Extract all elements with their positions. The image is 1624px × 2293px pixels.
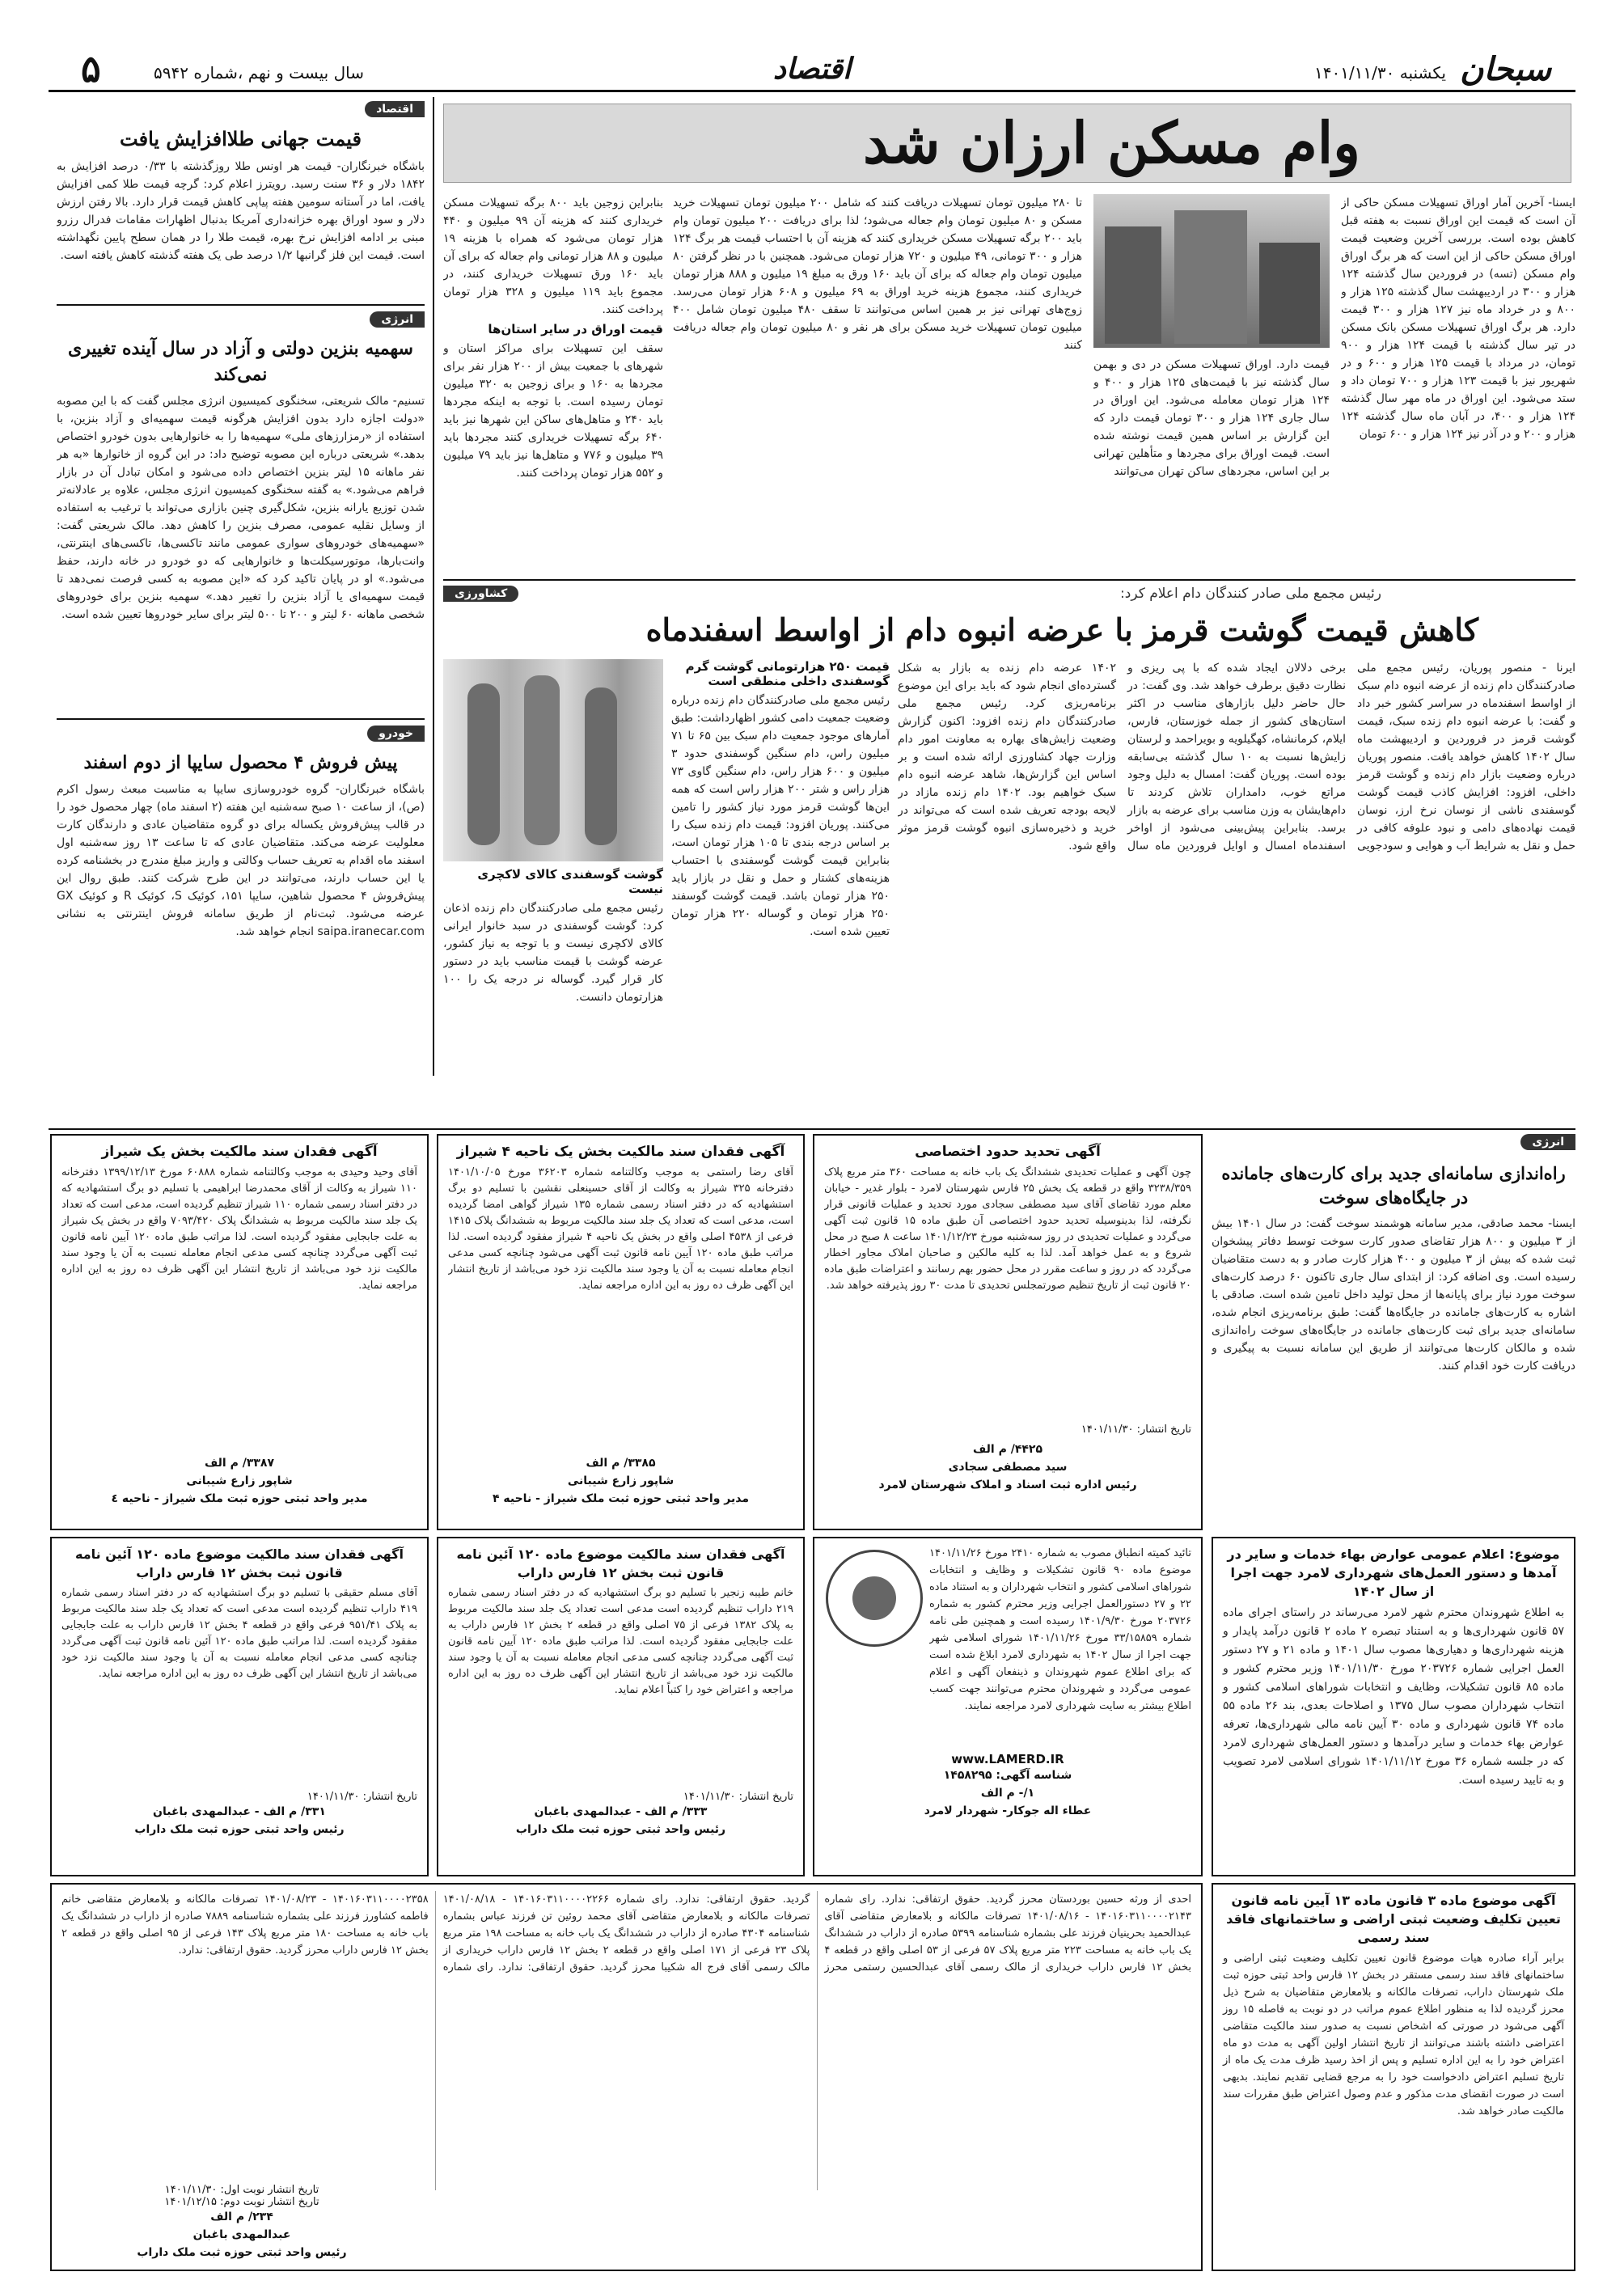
ad-footer — [68, 2184, 416, 2261]
meat-body: ایرنا - منصور پوریان، رئیس مجمع ملی صادرکنندگان دام زنده از عرضه انبوه دام سبک از اواسط اسفندماه در سراسر کشور خبر داد و گفت: با عرضه انبوه دام زنده سبک، قیمت گوشت قرمز در فروردین و اردیبهشت ماه سال ۱۴۰۲ کاهش خواهد یافت. منصور پوریان درباره وضعیت بازار دام زنده و گوشت قرمز داخلی، افزود: افزایش کاذب قیمت گوشت گوسفندی ناشی از نوسان نرخ ارز، نوسان قیمت نهاده‌های دامی و نبود علوفه کافی در حمل و نقل به شرایط آب و هوایی و سودجویی برخی دلالان ایجاد شده که با پی ریزی و نظارت دقیق برطرف خواهد شد. وی گفت: در حال حاضر دلیل بازارهای مناسب در اکثر استان‌های کشور از جمله خوزستان، فارس، ایلام، کرمانشاه، کهگیلویه و بویراحمد و لرستان زایش‌ها نسبت به ۱۰ سال گذشته بی‌سابقه بوده است. پوریان گفت: امسال به دلیل وجود مراتع خوب، دامداران تلاش کردند تا دام‌هایشان به وزن مناسب برای عرضه به بازار برسد. بنابراین پیش‌بینی می‌شود از اواخر اسفندماه امسال و اوایل فروردین ماه سال ۱۴۰۲ عرضه دام زنده به بازار به شکل گسترده‌ای انجام شود که باید برای این موضوع برنامه‌ریزی کرد. رئیس مجمع ملی صادرکنندگان دام زنده افزود: اکنون گزارش وضعیت زایش‌های بهاره به معاونت امور دام وزارت جهاد کشاورزی ارائه شده است و بر اساس این گزارش‌ها، شاهد عرضه انبوه دام سبک خواهیم بود. ۱۴۰۲ دام زنده مازاد در لایحه بودجه تعریف شده است که می‌تواند در خرید و ذخیره‌سازی انبوه گوشت قرمز موثر واقع شود. — [898, 662, 1575, 852]
ad-signer: سید مصطفی سجادی — [948, 1461, 1068, 1474]
ad-title: آگهی فقدان سند مالکیت موضوع ماده ۱۲۰ آئین نامه قانون ثبت بخش ۱۲ فارس داراب — [75, 1546, 404, 1580]
ad-darab-2 — [50, 1537, 429, 1876]
section-tag: انرژی — [1520, 1134, 1575, 1150]
section-tag: خودرو — [367, 726, 425, 742]
article-title: قیمت جهانی طلاافزایش یافت — [120, 127, 362, 150]
carcass-shape — [467, 683, 500, 845]
ad-title: آگهی فقدان سند مالکیت بخش یک شیراز — [101, 1144, 378, 1160]
ad-body: برابر آراء صادره هیات موضوع قانون تعیین تکلیف وضعیت ثبتی اراضی و ساختمانهای فاقد سند رسمی مستقر در بخش ۱۲ فارس واحد ثبتی حوزه ثبت ملک شهرستان داراب، تصرفات مالکانه و بلامعارض متقاضیان به شرح ذیل محرز گردیده لذا به منظور اطلاع عموم مراتب در دو نوبت به فاصله ۱۵ روز آگهی می‌شود در صورتی که اشخاص نسبت به صدور سند مالکیت متقاضی اعتراضی داشته باشند می‌توانند از تاریخ انتشار اولین آگهی به مدت دو ماه اعتراض خود را به این اداره تسلیم و پس از اخذ رسید ظرف مدت یک ماه از تاریخ تسلیم اعتراض دادخواست خود را به مرجع قضایی تقدیم نمایند. بدیهی است در صورت انقضای مدت مذکور و عدم وصول اعتراض طبق مقررات سند مالکیت صادر خواهد شد. — [1223, 1952, 1564, 2117]
carcass-shape — [524, 675, 560, 845]
ad-title: آگهی تحدید حدود اختصاصی — [915, 1144, 1101, 1160]
building-shape — [1259, 243, 1320, 344]
ad-code: ۴۴۲۵/ م الف — [972, 1443, 1043, 1456]
ad-body: آقای رضا راستمی به موجب وکالتنامه شماره ۳۶۲۰۳ مورخ ۱۴۰۱/۱۰/۰۵ دفترخانه ۳۲۵ شیراز به وکالت از آقای حسینعلی نقشین با تسلیم دو برگ استشهادیه که در دفتر اسناد رسمی شماره ۱۳۵ شیراز گواهی امضا گردیده است، مدعی است که تعداد یک جلد سند مالکیت مربوط به ششدانگ پلاک ۱۴۱۵ فرعی از ۴۵۳۸ اصلی واقع در بخش یک ناحیه ۴ شیراز مفقود گردیده است. لذا مراتب طبق ماده ۱۲۰ آیین نامه قانون ثبت آگهی می‌شود چنانچه کسی مدعی انجام معامله نسبت به آن یا وجود سند مالکیت نزد خود می‌باشد از تاریخ انتشار این آگهی ظرف ده روز به این اداره مراجعه نماید. — [448, 1166, 793, 1292]
ad-date: تاریخ انتشار: ۱۴۰۱/۱۱/۳۰ — [1081, 1424, 1191, 1436]
masthead — [49, 50, 1575, 92]
divider — [49, 1128, 1575, 1130]
ad-date: تاریخ انتشار نوبت دوم: ۱۴۰۱/۱۲/۱۵ — [164, 2196, 319, 2208]
lead-headline-box — [443, 104, 1571, 183]
ad-office: رئیس واحد ثبتی حوزه ثبت ملک داراب — [515, 1823, 726, 1836]
meat-head — [443, 586, 1575, 658]
ad-title: موضوع: اعلام عمومی عوارض بهاء خدمات و سایر در آمدها و دستور العمل‌های شهرداری لامرد جهت اجرا از سال ۱۴۰۲ — [1227, 1546, 1560, 1599]
ad-lamerd-tariffs — [1212, 1537, 1575, 1876]
ad-body: به اطلاع شهروندان محترم شهر لامرد می‌رساند در راستای اجرای ماده ۵۷ قانون شهرداری‌ها و به استناد تبصره ۲ ماده ۲ قانون درآمد پایدار و هزینه شهرداری‌ها و دهیاری‌ها مصوب سال ۱۴۰۱ و ماده ۲۱ و ۲۷ دستور العمل اجرایی شماره ۲۰۳۷۲۶ مورخ ۱۴۰۱/۱۱/۳۰ وزیر محترم کشور و ماده ۸۵ قانون تشکیلات، وظایف و انتخابات شوراهای اسلامی کشور و انتخاب شهرداران مصوب سال ۱۳۷۵ و اصلاحات بعدی، بند ۲۶ ماده ۵۵ ماده ۷۴ قانون شهرداری و ماده ۳۰ آیین نامه مالی شهرداری‌ها، تعرفه عوارض بهاء خدمات و سایر درآمدها و دستور العمل‌های شهرداری لامرد که در جلسه شماره ۳۶ مورخ ۱۴۰۱/۱۱/۱۲ شورای اسلامی لامرد تصویب و به تایید رسیده است. — [1223, 1606, 1565, 1787]
section-title: اقتصاد — [772, 52, 852, 86]
ad-signer: شاپور زارع شیبانی — [567, 1474, 675, 1487]
ad-date: تاریخ انتشار نوبت اول: ۱۴۰۱/۱۱/۳۰ — [164, 2184, 319, 2196]
meat-body-2: رئیس مجمع ملی صادرکنندگان دام زنده درباره وضعیت جمعیت دامی کشور اظهارداشت: طبق آمارهای موجود جمعیت دام سبک بین ۶۵ تا ۷۱ میلیون راس، دام سنگین گوسفندی حدود ۳ میلیون و ۶۰۰ هزار راس، دام سنگین گاوی ۷۳ هزار راس و شتر ۲۰۰ هزار راس است که همه این‌ها گوشت قرمز مورد نیاز کشور را تامین می‌کنند. پوریان افزود: قیمت دام زنده سبک را بر اساس درجه بندی تا ۱۰۵ هزار تومان است، بنابراین قیمت گوشت گوسفندی با احتساب هزینه‌های کشتار و حمل و نقل در بازار باید ۲۵۰ هزار تومان باشد. قیمت گوشت گوسفند ۲۵۰ هزار تومان و گوساله ۲۲۰ هزار تومان تعیین شده است. — [671, 694, 890, 938]
ad-title: آگهی موضوع ماده ۳ قانون ماده ۱۳ آیین نامه قانون تعیین تکلیف وضعیت ثبتی اراضی و ساختمانهای فاقد سند رسمی — [1226, 1893, 1561, 1945]
divider — [443, 579, 1575, 581]
article-title: سهمیه بنزین دولتی و آزاد در سال آینده تغییری نمی‌کند — [67, 338, 413, 385]
ad-signer: شاپور زارع شیبانی — [186, 1474, 293, 1487]
ad-office: رئیس اداره ثبت اسناد و املاک شهرستان لامرد — [878, 1479, 1137, 1491]
ad-signer: عطاء اله جوکار- شهردار لامرد — [924, 1804, 1092, 1817]
ad-code: ۳۳۸۵/ م الف — [586, 1457, 656, 1470]
ad-code: ۳۳۸۷/ م الف — [204, 1457, 275, 1470]
lead-subhead: قیمت اوراق در سایر استان‌ها — [488, 322, 663, 336]
ad-website: www.LAMERD.IR — [951, 1752, 1064, 1766]
ad-land-registry — [1212, 1883, 1575, 2271]
column-divider — [433, 97, 434, 1076]
article-title: پیش فروش ۴ محصول سایپا از دوم اسفند — [83, 752, 398, 773]
lead-title: وام مسکن ارزان شد — [863, 109, 1360, 176]
lead-col-3: تا ۲۸۰ میلیون تومان تسهیلات دریافت کنند که شامل ۲۰۰ میلیون تومان تسهیلات خرید مسکن و ۸۰ میلیون تومان وام جعاله می‌شود؛ لذا برای دریافت ۲۰۰ میلیون تومان وام باید ۲۰۰ برگه تسهیلات مسکن خریداری کنند که هزینه آن با احتساب قیمت هر برگ ۱۲۴ هزار و ۳۰۰ تومانی، ۴۹ میلیون و ۷۲۰ هزار تومان می‌شود. همچنین با در نظر گرفتن ۸۰ میلیون تومان وام جعاله که برای آن باید ۱۶۰ ورق به مبلغ ۱۹ میلیون و ۸۸۸ هزار تومان خریداری کنند، مجموع هزینه خرید اوراق به ۶۹ میلیون و ۶۰۸ هزار تومان می‌رسد. زوج‌های تهرانی نیز بر همین اساس می‌توانند تا سقف ۴۸۰ میلیون تومان شامل ۴۰۰ میلیون تومان تسهیلات خرید مسکن برای هر نفر و ۸۰ میلیون تومان وام جعاله دریافت کنند — [673, 197, 1082, 352]
article-title: راه‌اندازی سامانه‌ای جدید برای کارت‌های جامانده در جایگاه‌های سوخت — [1221, 1163, 1566, 1208]
ad-office: مدیر واحد ثبتی حوزه ثبت ملک شیراز - ناحیه ۴ — [492, 1492, 750, 1505]
article-body: باشگاه خبرنگاران- قیمت هر اونس طلا روزگذشته با ۰/۳۳ درصد افزایش به ۱۸۴۲ دلار و ۳۶ سنت رسید. رویترز اعلام کرد: گرچه قیمت طلا کمی افزایش یافت، اما در آستانه سومین هفته پیاپی کاهش قیمت قرار دارد. بالا رفتن ارزش دلار و سود اوراق بهره خزانه‌داری آمریکا بدنبال اظهارات مقامات فدرال رزرو مبنی بر ادامه افزایش نرخ بهره، قیمت طلا را در همان سطح پایین نگهداشته است. قیمت این فلز گرانبها ۱/۲ درصد طی یک هفته گذشته کاهش یافته است. — [57, 160, 425, 262]
article-body: تسنیم- مالک شریعتی، سخنگوی کمیسیون انرژی مجلس گفت که با این مصوبه «دولت اجازه دارد بدون افزایش هرگونه قیمت سهمیه‌ای و آزاد بنزین، با استفاده از «رمزارزهای ملی» سهمیه‌ها را به خانوارهایی بدون خودرو اختصاص بدهد.» شریعتی درباره این مصوبه توضیح داد: در این گروه از خانوارها «به هر نفر ماهانه ۱۵ لیتر بنزین اختصاص داده می‌شود و امکان تبادل آن در بازار فراهم می‌شود.» به گفته سخنگوی کمیسیون انرژی مجلس، علاوه بر عادلانه‌تر شدن توزیع یارانه بنزین، شکل‌گیری چنین بازاری می‌تواند با ترغیب به استفاده از وسایل نقلیه عمومی، مصرف بنزین را کاهش دهد. مالک شریعتی گفت: «سهمیه‌های خودروهای سواری عمومی مانند تاکسی‌ها، تاکسی‌های اینترنتی، وانت‌بارها، موتورسیکلت‌ها و خانوارهایی که دو خودرو در خانه دارند، حفظ می‌شود.» او در پایان تاکید کرد که «این مصوبه به کسی فرصت نمی‌دهد تا قیمت سهمیه‌ای یا آزاد بنزین را تغییر دهد.» سهمیه بنزین برای خودروهای شخصی ماهانه ۶۰ لیتر و ۲۰۰ تا ۵۰۰ لیتر برای سایر خودروها تعیین شده است. — [57, 395, 425, 621]
article-kicker: رئیس مجمع ملی صادر کنندگان دام اعلام کرد: — [1120, 586, 1381, 602]
ad-date: تاریخ انتشار: ۱۴۰۱/۱۱/۳۰ — [683, 1791, 793, 1803]
ad-code: ۳۳۳/ م الف - عبدالمهدی باغبان — [534, 1805, 708, 1818]
ad-body: آقای مسلم حقیقی با تسلیم دو برگ استشهادیه که در دفتر اسناد رسمی شماره ۴۱۹ داراب تنظیم گردیده است مدعی است که تعداد یک جلد سند مالکیت مربوط به پلاک ۹۵۱/۴۱ فرعی واقع در قطعه ۴ بخش ۱۲ فارس داراب به علت جابجایی مفقود گردیده است. لذا مراتب طبق ماده ۱۲۰ آئین نامه قانون ثبت آگهی می‌گردد چنانچه کسی مدعی انجام معامله نسبت به آن یا وجود سند مالکیت نزد خود می‌باشد از تاریخ انتشار این آگهی ظرف ده روز به این اداره مراجعه نماید. — [61, 1587, 417, 1680]
meat-title: کاهش قیمت گوشت قرمز با عرضه انبوه دام از اواسط اسفندماه — [645, 611, 1478, 648]
issue-date: یکشنبه ۱۴۰۱/۱۱/۳۰ — [1313, 63, 1446, 82]
ad-body: آقای وحید وحیدی به موجب وکالتنامه شماره ۶۰۸۸۸ مورخ ۱۳۹۹/۱۲/۱۳ دفترخانه ۱۱۰ شیراز به وکالت از آقای محمدرضا ابراهیمی با تسلیم دو برگ استشهادیه که در دفتر اسناد رسمی شماره ۱۱۰ شیراز تنظیم گردیده است، مدعی است که تعداد یک جلد سند مالکیت مربوط به ششدانگ پلاک ۷۰۹۳/۴۲۰ واقع در بخش یک شیراز به علت جابجایی مفقود گردیده است. لذا مراتب طبق ماده ۱۲۰ آیین نامه قانون ثبت آگهی می‌گردد چنانچه کسی مدعی انجام معامله نسبت به آن یا وجود سند مالکیت نزد خود می‌باشد از تاریخ انتشار این آگهی ظرف ده روز به این اداره مراجعه نماید. — [61, 1166, 417, 1292]
building-shape — [1105, 226, 1161, 344]
fuel-article — [57, 311, 425, 708]
ad-shiraz-1 — [50, 1134, 429, 1530]
ad-lamerd-notice — [813, 1537, 1203, 1876]
ad-boundary — [813, 1134, 1203, 1530]
lead-col-4-text-b: سقف این تسهیلات برای مراکز استان و شهرهای با جمعیت بیش از ۲۰۰ هزار نفر برای مجردها به ۱۶۰ و برای زوجین به ۳۲۰ میلیون تومان رسیده است. با توجه به اینکه مجردها باید ۲۴۰ و متاهل‌های ساکن این شهرها نیز باید ۶۴۰ برگه تسهیلات خریداری کنند مجردها باید ۳۹ میلیون و ۷۷۶ و متاهل‌ها نیز باید ۷۹ میلیون و ۵۵۲ هزار تومان پرداخت کنند. — [443, 342, 663, 480]
meat-subhead: قیمت ۲۵۰ هزارتومانی گوشت گرم گوسفندی داخلی منطقی است — [685, 659, 890, 688]
ad-code: ۱/- م الف — [980, 1787, 1035, 1800]
gold-article — [57, 101, 425, 295]
section-tag: کشاورزی — [443, 586, 518, 602]
ad-notice-number: شناسه آگهی: ۱۴۵۸۲۹۵ — [943, 1769, 1072, 1782]
ad-code: ۳۳۱/ م الف - عبدالمهدی باغبان — [153, 1805, 326, 1818]
article-body: ایسنا- محمد صادقی، مدیر سامانه هوشمند سوخت گفت: در سال ۱۴۰۱ بیش از ۳ میلیون و ۸۰۰ هزار تقاضای صدور کارت سوخت توسط دفاتر پیشخوان ثبت شده که بیش از ۳ میلیون و ۴۰۰ هزار کارت صادر و به دست متقاضیان رسیده است. وی اضافه کرد: از ابتدای سال جاری تاکنون ۶۰ درصد کارت‌های سوخت مورد نیاز برای پایانه‌ها از محل تولید داخل تامین شده است. صادقی با اشاره به کارت‌های جامانده در جایگاه‌ها گفت: طبق برنامه‌ریزی انجام شده، سامانه‌ای جدید برای ثبت کارت‌های جامانده در جایگاه‌های سوخت راه‌اندازی شده و مالکان کارت‌ها می‌توانند از طریق این سامانه نسبت به پیگیری و دریافت کارت خود اقدام کنند. — [1212, 1217, 1575, 1373]
page-number: ۵ — [81, 50, 101, 91]
section-tag: انرژی — [370, 311, 425, 328]
saipa-article — [57, 726, 425, 1073]
cards-article — [1212, 1134, 1575, 1530]
ad-office: رئیس واحد ثبتی حوزه ثبت ملک داراب — [134, 1823, 345, 1836]
ad-body: احدی از ورثه حسین بوردستان محرز گردید. حقوق ارتفاقی: ندارد. رای شماره ۱۴۰۱۶۰۳۱۱۰۰۰۰۲۱۴۳ - ۱۴۰۱/۰۸/۱۶ تصرفات مالکانه و بلامعارض متقاضی آقای عبدالحمید بحرینیان فرزند علی بشماره شناسنامه ۵۳۹۹ صادره از داراب در ششدانگ یک باب خانه به مساحت ۲۲۳ متر مربع پلاک ۵۷ فرعی از ۵۳ اصلی واقع در قطعه ۴ بخش ۱۲ فارس داراب خریداری از مالک رسمی آقای عبدالحسین رستمی محرز گردید. حقوق ارتفاقی: ندارد. رای شماره ۱۴۰۱۶۰۳۱۱۰۰۰۰۲۲۶۶ - ۱۴۰۱/۰۸/۱۸ تصرفات مالکانه و بلامعارض متقاضی آقای محمد روئین تن فرزند عباس بشماره شناسنامه ۴۳۰۴ صادره از داراب در ششدانگ یک باب خانه به مساحت ۱۹۸ متر مربع پلاک ۲۳ فرعی از ۱۷۱ اصلی واقع در قطعه ۲ بخش ۱۲ فارس داراب خریداری از مالک رسمی آقای فرج اله شکیبا محرز گردید. حقوق ارتفاقی: ندارد. رای شماره ۱۴۰۱۶۰۳۱۱۰۰۰۰۲۳۵۸ - ۱۴۰۱/۰۸/۲۳ تصرفات مالکانه و بلامعارض متقاضی خانم فاطمه کشاورز فرزند علی بشماره شناسنامه ۷۸۸۹ صادره از داراب در ششدانگ یک باب خانه به مساحت ۱۸۰ متر مربع پلاک ۱۴۳ فرعی از ۹۵ اصلی واقع در قطعه ۲ بخش ۱۲ فارس داراب محرز گردید. حقوق ارتفاقی: ندارد. — [61, 1893, 1192, 1974]
ad-date: تاریخ انتشار: ۱۴۰۱/۱۱/۳۰ — [307, 1791, 417, 1803]
ad-office: رئیس واحد ثبتی حوزه ثبت ملک داراب — [137, 2246, 347, 2259]
divider — [57, 304, 425, 306]
article-body: باشگاه خبرنگاران- گروه خودروسازی سایپا به مناسبت مبعث رسول اکرم (ص)، از ساعت ۱۰ صبح سه‌شنبه این هفته (۲ اسفند ماه) چهار محصول خود را در قالب پیش‌فروش یکساله برای دو گروه متقاضیان عادی و دارندگان کارت معلولیت عرضه می‌کند. متقاضیان عادی که تا ساعت ۱۳ روز سه‌شنبه اول اسفند ماه اقدام به تعریف حساب وکالتی و واریز مبلغ مندرج در بخشنامه کرده یا این حساب دارند، می‌توانند در این طرح شرکت کنند. طبق روال این پیش‌فروش ۴ محصول شاهین، سایپا ۱۵۱، کوئیک S، کوئیک R و کوئیک GX عرضه می‌شود. ثبت‌نام از طریق سامانه فروش اینترنتی به نشانی saipa.iranecar.com انجام خواهد شد. — [57, 783, 425, 938]
lead-photo — [1093, 194, 1330, 348]
divider — [57, 718, 425, 720]
lead-col-1: ایسنا- آخرین آمار اوراق تسهیلات مسکن حاکی از آن است که قیمت این اوراق نسبت به هفته قبل کاهش بوده است. بررسی آخرین وضعیت قیمت اوراق مسکن حاکی از این است که هر برگ اوراق وام مسکن (تسه) در فروردین سال گذشته ۱۲۴ هزار و ۳۰۰ در اردیبهشت سال گذشته ۱۲۵ هزار و ۸۰۰ و در خرداد ماه نیز ۱۲۷ هزار و ۳۰۰ قیمت دارد. هر برگ اوراق تسهیلات مسکن بانک مسکن در تیر سال گذشته با قیمت ۱۲۴ هزار و ۹۰۰ تومان، در مرداد با قیمت ۱۲۵ هزار و ۶۰۰ و در شهریور نیز با قیمت ۱۲۳ هزار و ۷۰۰ تومان داد و ستد می‌شود. این اوراق در ماه مهر سال گذشته ۱۲۴ هزار و ۴۰۰، در آبان ماه سال گذشته ۱۲۴ هزار و ۲۰۰ و در آذر نیز ۱۲۴ هزار و ۶۰۰ تومان — [1341, 197, 1575, 441]
ad-shiraz-4 — [437, 1134, 805, 1530]
ad-body: خانم طیبه زنجیر با تسلیم دو برگ استشهادیه که در دفتر اسناد رسمی شماره ۲۱۹ داراب تنظیم گردیده است مدعی است تعداد یک جلد سند مالکیت مربوط به پلاک ۱۳۸۲ فرعی از ۷۵ اصلی واقع در قطعه ۲ بخش ۱۲ فارس داراب به علت جابجایی مفقود گردیده است. لذا مراتب طبق ماده ۱۲۰ آیین نامه قانون ثبت آگهی می‌گردد چنانچه کسی مدعی انجام معامله نسبت به آن یا وجود سند مالکیت نزد خود می‌باشد از تاریخ انتشار این آگهی ظرف ده روز به این اداره مراجعه و اعتراض خود را کتباً اعلام نماید. — [448, 1587, 793, 1696]
ad-title: آگهی فقدان سند مالکیت موضوع ماده ۱۲۰ آئین نامه قانون ثبت بخش ۱۲ فارس داراب — [456, 1546, 785, 1580]
lead-col-4-text: بنابراین زوجین باید ۸۰۰ برگه تسهیلات مسکن خریداری کنند که هزینه آن ۹۹ میلیون و ۴۴۰ هزار تومان می‌شود که همراه با هزینه ۱۹ میلیون و ۸۸ هزار تومانی وام جعاله که برای آن باید ۱۶۰ ورق تسهیلات خریداری کنند، در مجموع باید ۱۱۹ میلیون و ۳۲۸ هزار تومان پرداخت کنند. — [443, 197, 663, 316]
meat-photo — [443, 659, 663, 861]
ad-code: ۲۳۴/ م الف — [210, 2211, 273, 2223]
ad-body: چون آگهی و عملیات تحدیدی ششدانگ یک باب خانه به مساحت ۳۶۰ متر مربع پلاک ۳۲۳۸/۳۵۹ واقع در قطعه یک بخش ۲۵ فارس شهرستان لامرد - بلوار غدیر - خیابان معلم مورد تقاضای آقای سید مصطفی سجادی مورد تحدید و عملیات قانونی قرار نگرفته، لذا بدینوسیله تحدید حدود اختصاصی آن طبق ماده ۱۵ قانون ثبت آگهی می‌گردد و عملیات تحدیدی در روز سه‌شنبه مورخ ۱۴۰۱/۱۲/۲۳ ساعت ۸ صبح در محل شروع و به عمل خواهد آمد. لذا به کلیه مالکین و صاحبان املاک مجاور اخطار می‌گردد که در روز و ساعت مقرر در محل حضور بهم رسانند و اعتراضات طبق ماده ۲۰ قانون ثبت از تاریخ تنظیم صورتمجلس تحدیدی تا مدت ۳۰ روز پذیرفته خواهد شد. — [824, 1166, 1191, 1292]
meat-subhead: گوشت گوسفندی کالای لاکچری نیست — [477, 867, 663, 896]
meat-col-b — [443, 867, 663, 1124]
ad-land-rulings — [50, 1883, 1203, 2271]
issue-number: سال بیست و نهم ،شماره ۵۹۴۲ — [154, 63, 364, 82]
meat-col — [671, 659, 890, 1124]
ad-office: مدیر واحد ثبتی حوزه ثبت ملک شیراز - ناحیه ٤ — [111, 1492, 368, 1505]
section-tag: اقتصاد — [365, 101, 425, 117]
lead-col-4 — [443, 194, 663, 574]
carcass-shape — [585, 687, 617, 845]
brand-logo: سبحان — [1460, 50, 1551, 88]
municipality-seal-icon — [826, 1550, 923, 1647]
ad-title: آگهی فقدان سند مالکیت بخش یک ناحیه ۴ شیراز — [456, 1144, 785, 1160]
building-shape — [1174, 210, 1247, 344]
ad-body: تائید کمیته انطباق مصوب به شماره ۲۴۱۰ مورخ ۱۴۰۱/۱۱/۲۶ موضوع ماده ۹۰ قانون تشکیلات و وظایف و انتخابات شوراهای اسلامی کشور و انتخاب شهرداران و به استناد ماده ۲۲ و ۲۷ دستورالعمل اجرایی وزیر محترم کشور به شماره ۲۰۳۷۲۶ مورخ ۱۴۰۱/۹/۳۰ رسیده است و همچنین طی نامه شماره ۳۳/۱۵۸۵۹ مورخ ۱۴۰۱/۱۱/۲۶ شورای اسلامی شهر جهت اجرا از سال ۱۴۰۲ به شهرداری لامرد ابلاغ شده است که برای اطلاع عموم شهروندان و ذینفعان آگهی و اعلام عمومی می‌گردد و شهروندان محترم می‌توانند جهت کسب اطلاع بیشتر به سایت شهرداری لامرد مراجعه نمایند. — [929, 1547, 1191, 1712]
ad-signer: عبدالمهدی باغبان — [192, 2228, 291, 2241]
lead-col-2: قیمت دارد. اوراق تسهیلات مسکن در دی و بهمن سال گذشته نیز با قیمت‌های ۱۲۵ هزار و ۴۰۰ و ۱۲۴ هزار تومان معامله می‌شود. این اوراق در سال جاری ۱۲۴ هزار و ۳۰۰ تومان قیمت دارد که این گزارش بر اساس همین قیمت نوشته شده است. قیمت اوراق برای مجردها و متأهلین تهرانی بر این اساس، مجردهای ساکن تهران می‌توانند — [1093, 358, 1330, 478]
meat-body-3: رئیس مجمع ملی صادرکنندگان دام زنده اذعان کرد: گوشت گوسفندی در سبد خانوار ایرانی کالای لاکچری نیست و با توجه به نیاز کشور، عرضه گوشت با قیمت مناسب باید در دستور کار قرار گیرد. گوساله نر درجه یک را ۱۰۰ هزارتومان دانست. — [443, 902, 663, 1004]
ad-darab-1 — [437, 1537, 805, 1876]
